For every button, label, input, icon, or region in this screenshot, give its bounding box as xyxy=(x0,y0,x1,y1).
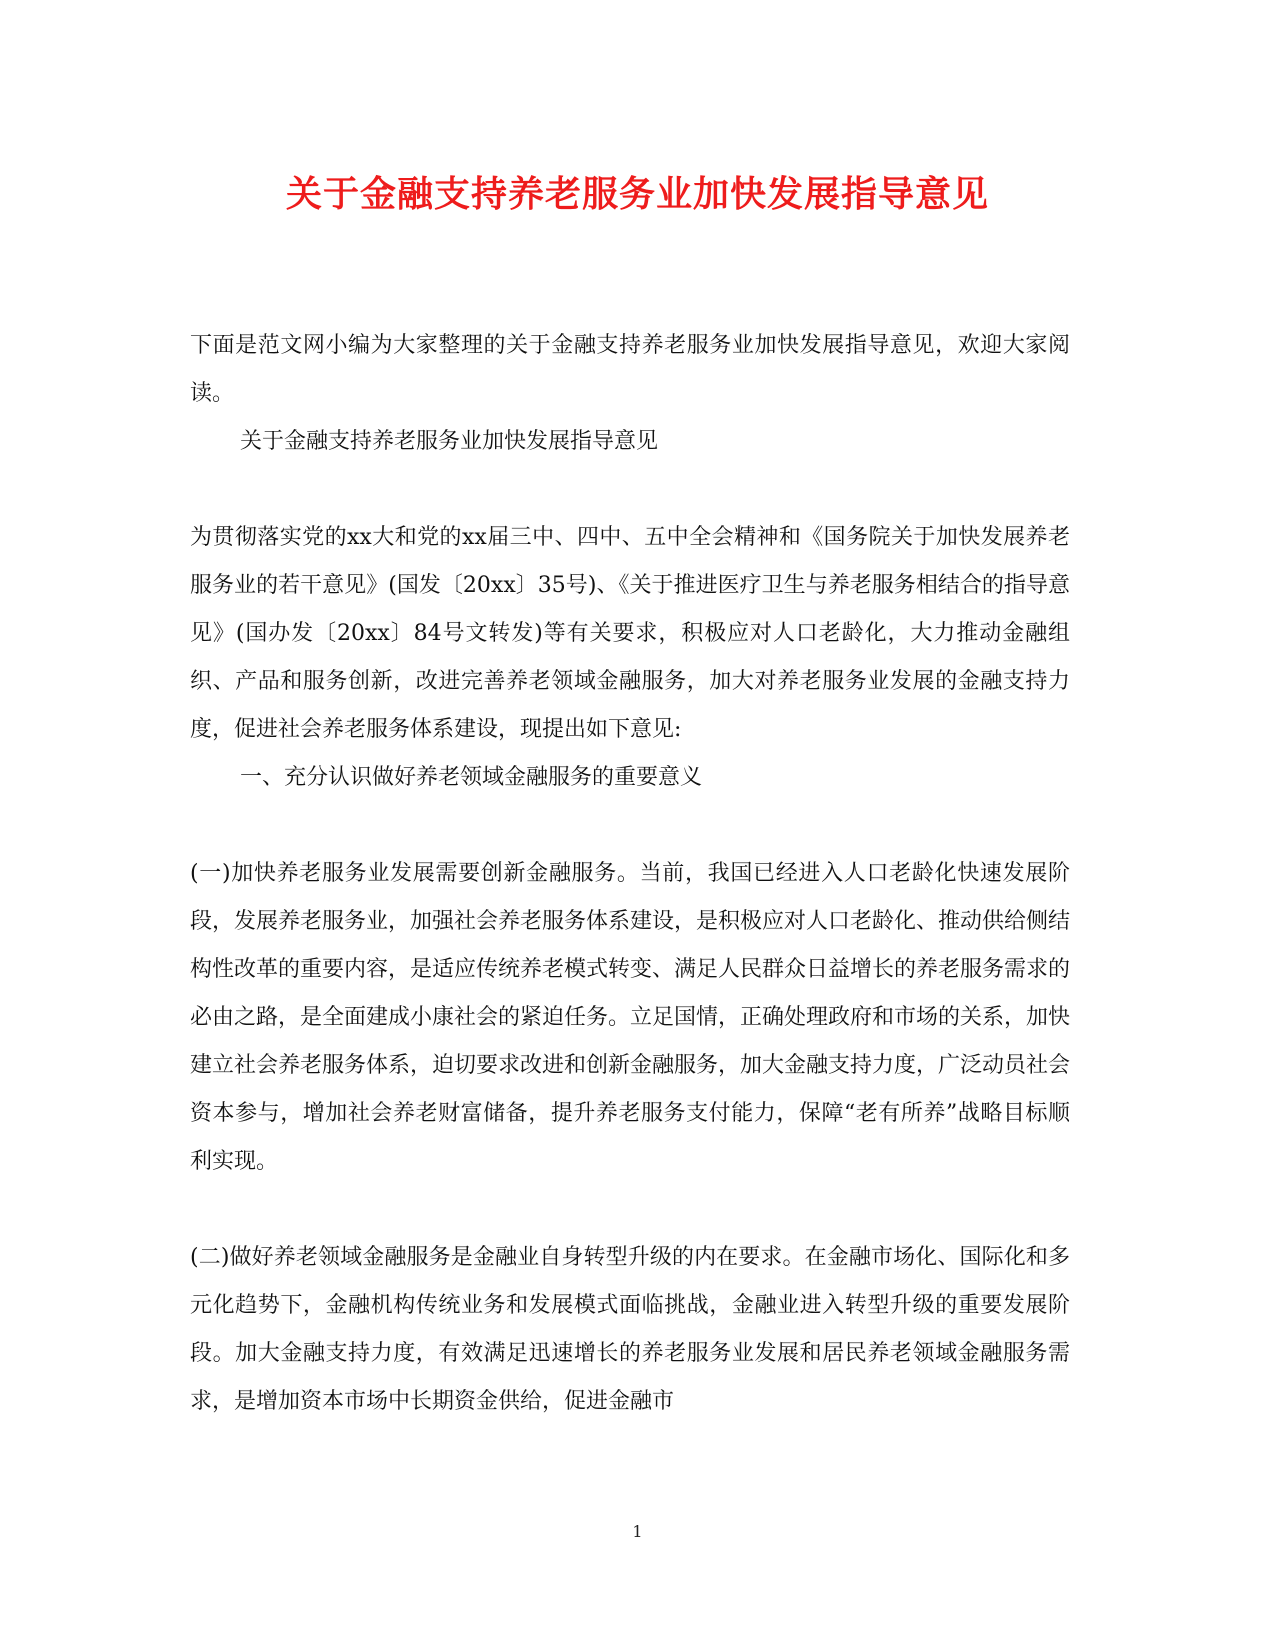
document-body xyxy=(190,322,1070,1426)
paragraph-spacer xyxy=(190,466,1070,514)
paragraph-spacer xyxy=(190,1186,1070,1234)
paragraph-spacer xyxy=(190,802,1070,850)
document-subtitle: 关于金融支持养老服务业加快发展指导意见 xyxy=(240,429,659,454)
page-number: 1 xyxy=(632,1522,643,1541)
preamble-paragraph: 为贯彻落实党的xx大和党的xx届三中、四中、五中全会精神和《国务院关于加快发展养老服务业的若干意见》(国发〔20xx〕35号)、《关于推进医疗卫生与养老服务相结合的指导意见》(国办发〔20xx〕84号文转发)等有关要求，积极应对人口老龄化，大力推动金融组织、产品和服务创新，改进完善养老领域金融服务，加大对养老服务业发展的金融支持力度，促进社会养老服务体系建设，现提出如下意见: xyxy=(190,525,1070,742)
section-heading: 一、充分认识做好养老领域金融服务的重要意义 xyxy=(240,765,703,790)
body-paragraph: (一)加快养老服务业发展需要创新金融服务。当前，我国已经进入人口老龄化快速发展阶段，发展养老服务业，加强社会养老服务体系建设，是积极应对人口老龄化、推动供给侧结构性改革的重要内容，是适应传统养老模式转变、满足人民群众日益增长的养老服务需求的必由之路，是全面建成小康社会的紧迫任务。立足国情，正确处理政府和市场的关系，加快建立社会养老服务体系，迫切要求改进和创新金融服务，加大金融支持力度，广泛动员社会资本参与，增加社会养老财富储备，提升养老服务支付能力，保障“老有所养”战略目标顺利实现。 xyxy=(190,861,1071,1174)
intro-paragraph: 下面是范文网小编为大家整理的关于金融支持养老服务业加快发展指导意见，欢迎大家阅读。 xyxy=(190,333,1070,406)
body-paragraph: (二)做好养老领域金融服务是金融业自身转型升级的内在要求。在金融市场化、国际化和多元化趋势下，金融机构传统业务和发展模式面临挑战，金融业进入转型升级的重要发展阶段。加大金融支持力度，有效满足迅速增长的养老服务业发展和居民养老领域金融服务需求，是增加资本市场中长期资金供给，促进金融市 xyxy=(190,1245,1070,1414)
document-title: 关于金融支持养老服务业加快发展指导意见 xyxy=(285,173,989,215)
